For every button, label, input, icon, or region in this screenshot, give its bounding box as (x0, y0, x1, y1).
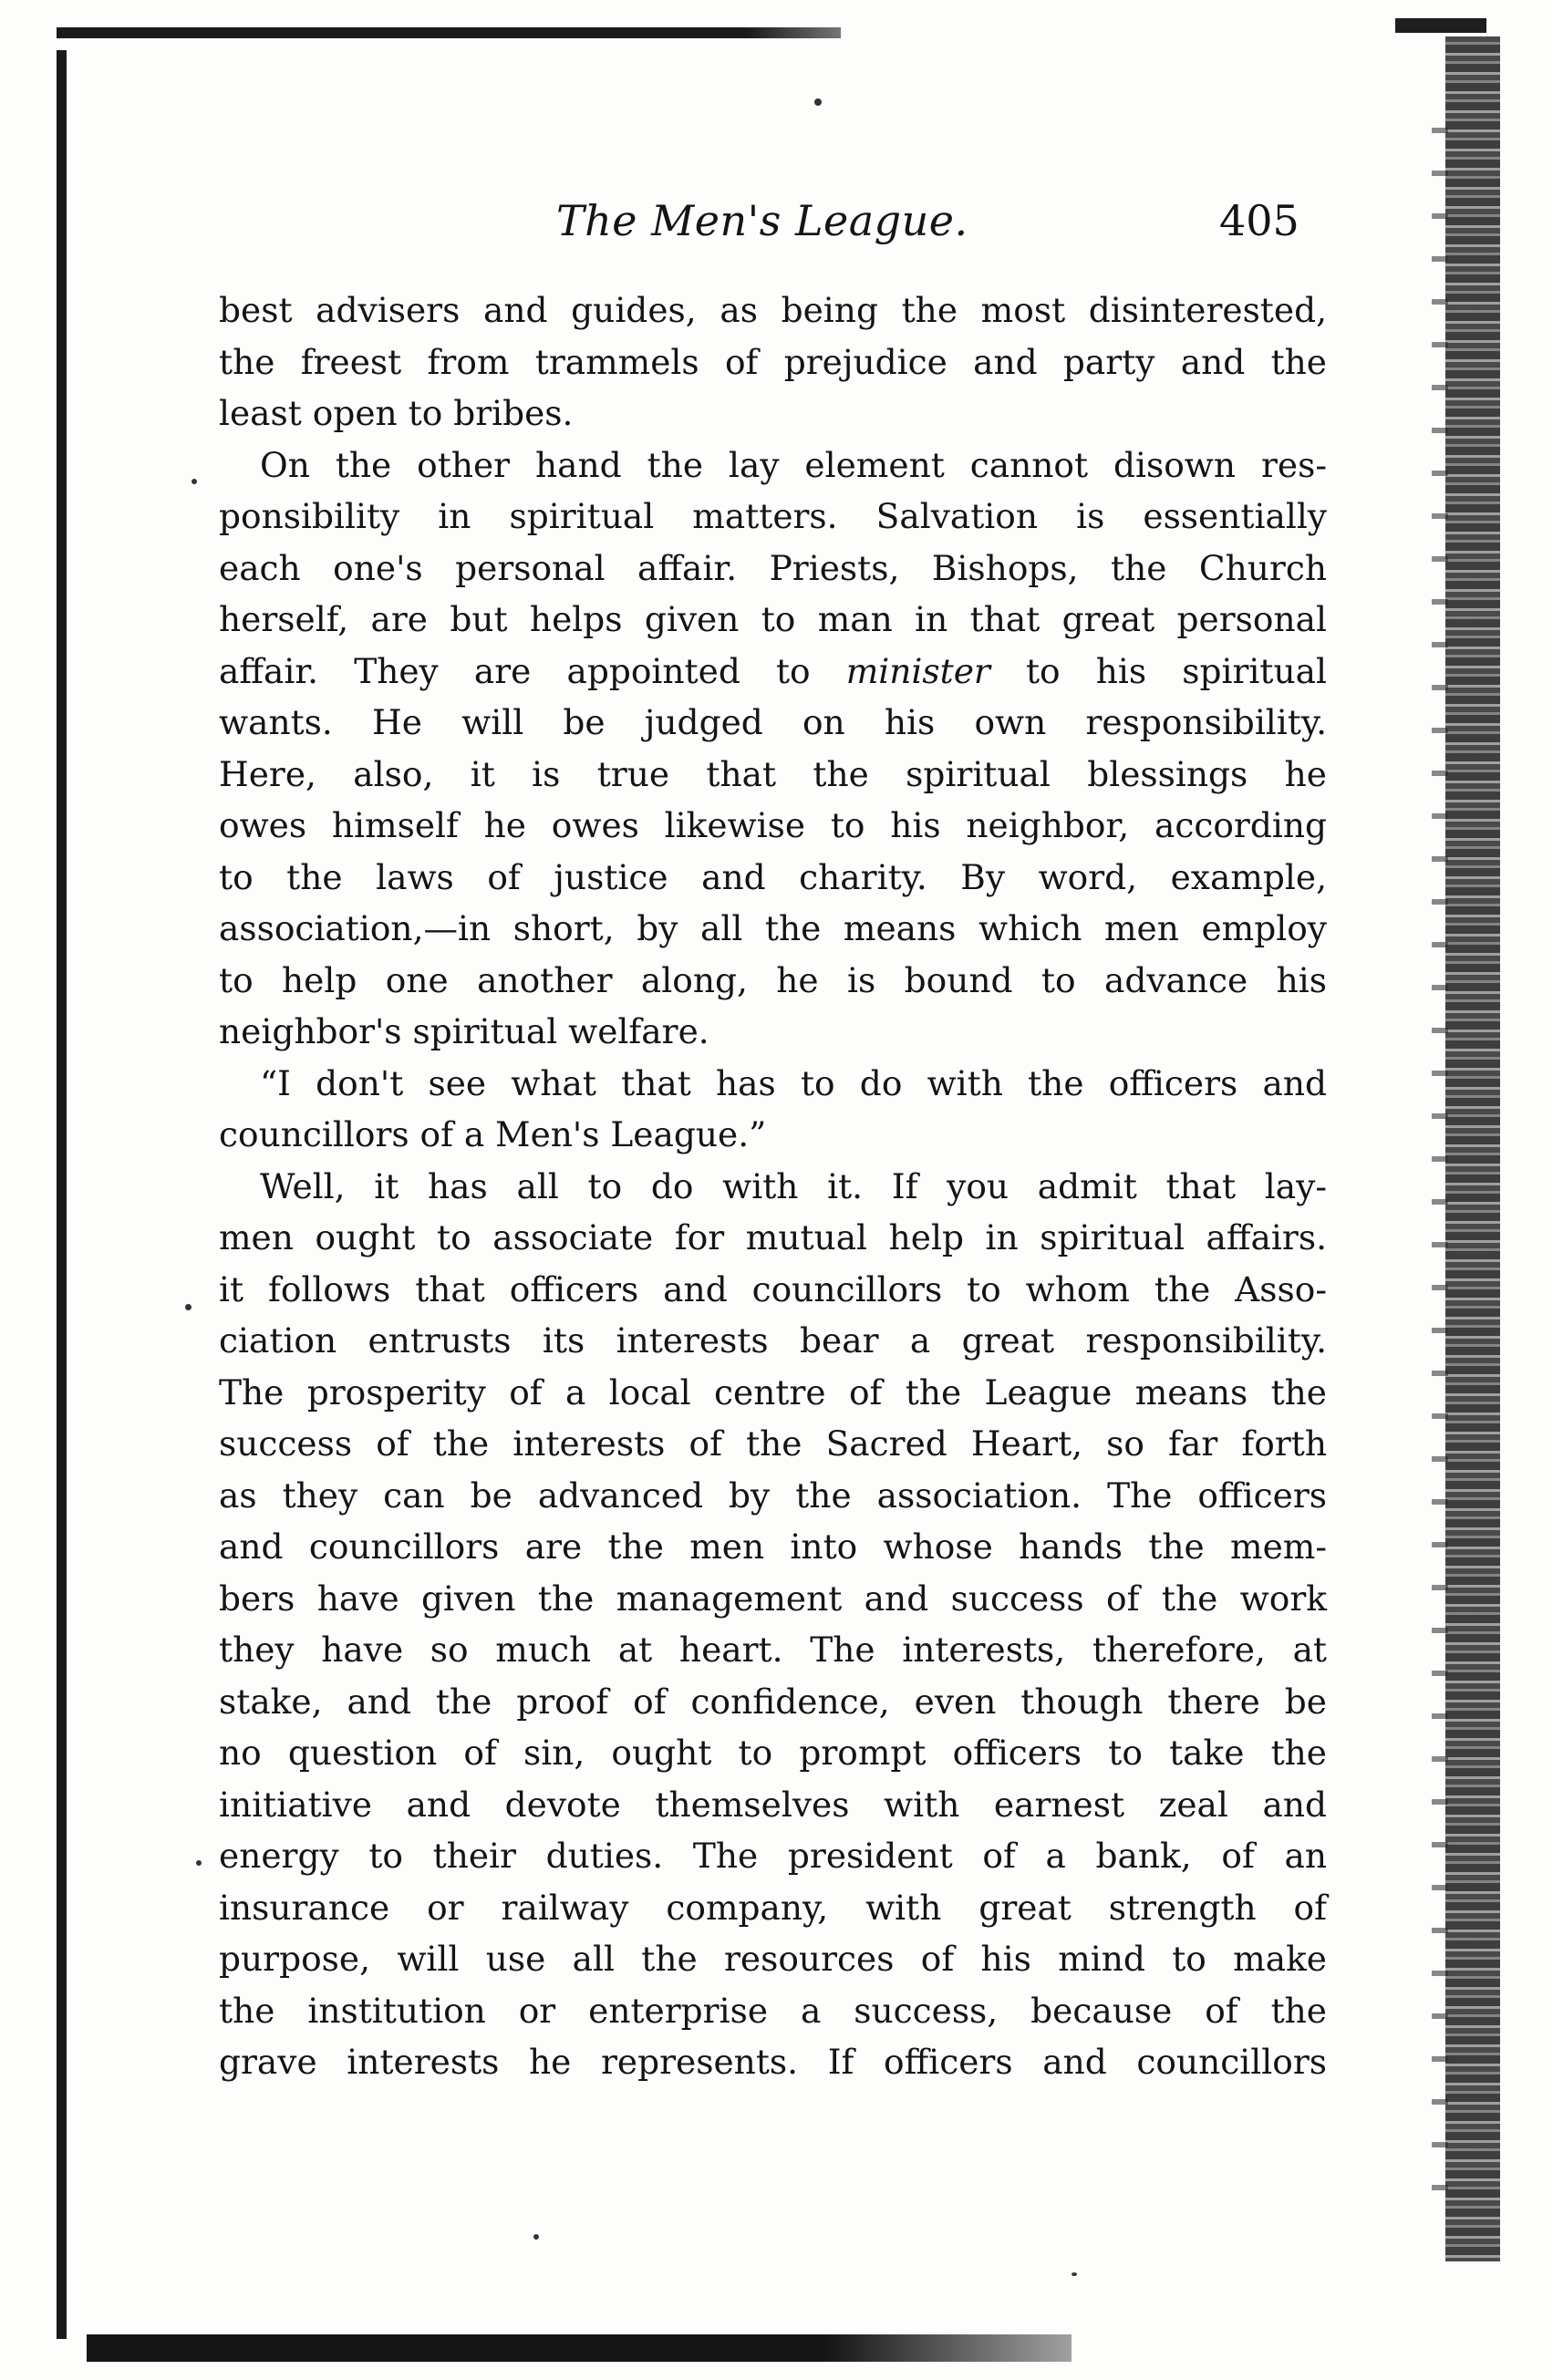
text-line: “I don't see what that has to do with the officers and (260, 1062, 1327, 1103)
text-line: as they can be advanced by the association. The officers (219, 1475, 1327, 1516)
text-line: association,—in short, by all the means which men employ (219, 908, 1327, 948)
text-line: neighbor's spiritual welfare. (219, 1011, 709, 1051)
page-number: 405 (1219, 196, 1299, 245)
text-line: to help one another along, he is bound to advance his (219, 959, 1327, 1000)
text-line: no question of sin, ought to prompt officers to take the (219, 1733, 1327, 1773)
text-line: men ought to associate for mutual help in spiritual affairs. (219, 1217, 1327, 1257)
scan-speck (192, 479, 197, 484)
text-line: purpose, will use all the resources of his mind to make (219, 1939, 1327, 1979)
text-line: Well, it has all to do with it. If you admit that lay- (260, 1165, 1327, 1206)
text-line: grave interests he represents. If officers and councillors (219, 2042, 1327, 2082)
text-line: The prosperity of a local centre of the League means the (219, 1371, 1327, 1412)
text-line: wants. He will be judged on his own responsibility. (219, 702, 1327, 742)
text-line: insurance or railway company, with great strength of (219, 1887, 1327, 1928)
scan-speck (196, 1860, 202, 1866)
text-line: councillors of a Men's League.” (219, 1114, 767, 1154)
text-line: initiative and devote themselves with earnest zeal and (219, 1784, 1327, 1825)
text-line: stake, and the proof of confidence, even though there be (219, 1681, 1327, 1722)
scan-edge-right-noise (1432, 109, 1448, 2207)
scan-border-left (57, 50, 67, 2339)
text-line: On the other hand the lay element cannot disown res- (260, 444, 1327, 485)
text-line: best advisers and guides, as being the most disinterested, (219, 290, 1327, 330)
scan-border-bottom (87, 2334, 1072, 2362)
text-line: ciation entrusts its interests bear a great responsibility. (219, 1320, 1327, 1361)
text-line: energy to their duties. The president of a bank, of an (219, 1836, 1327, 1876)
text-line: bers have given the management and success of the work (219, 1578, 1327, 1619)
text-segment: affair. They are appointed to (219, 650, 846, 691)
scan-speck (185, 1304, 192, 1310)
scan-speck (533, 2234, 539, 2240)
text-line: and councillors are the men into whose hands the mem- (219, 1526, 1327, 1567)
text-segment: to his spiritual (989, 650, 1327, 691)
text-line: Here, also, it is true that the spiritual blessings he (219, 753, 1327, 794)
text-line: the freest from trammels of prejudice and party and the (219, 341, 1327, 382)
body-text (219, 285, 1327, 2088)
text-line: they have so much at heart. The interests, therefore, at (219, 1630, 1327, 1670)
scan-border-top-right (1395, 18, 1486, 33)
text-line: the institution or enterprise a success, because of the (219, 1990, 1327, 2031)
scan-edge-right (1445, 36, 1500, 2261)
text-line: herself, are but helps given to man in that great personal (219, 599, 1327, 639)
scan-speck (814, 98, 822, 106)
text-line: it follows that officers and councillors to whom the Asso- (219, 1268, 1327, 1309)
text-line: each one's personal affair. Priests, Bishops, the Church (219, 547, 1327, 588)
text-line: least open to bribes. (219, 393, 574, 433)
text-line: owes himself he owes likewise to his neighbor, according (219, 805, 1327, 845)
scan-border-top (57, 27, 841, 38)
text-line-with-italic (219, 646, 1327, 698)
running-head: The Men's League. (556, 196, 968, 245)
text-line: success of the interests of the Sacred Heart, so far forth (219, 1423, 1327, 1464)
italic-word: minister (845, 650, 990, 691)
scan-speck (1072, 2272, 1077, 2276)
text-line: to the laws of justice and charity. By word, example, (219, 856, 1327, 897)
text-line: ponsibility in spiritual matters. Salvation is essentially (219, 496, 1327, 536)
